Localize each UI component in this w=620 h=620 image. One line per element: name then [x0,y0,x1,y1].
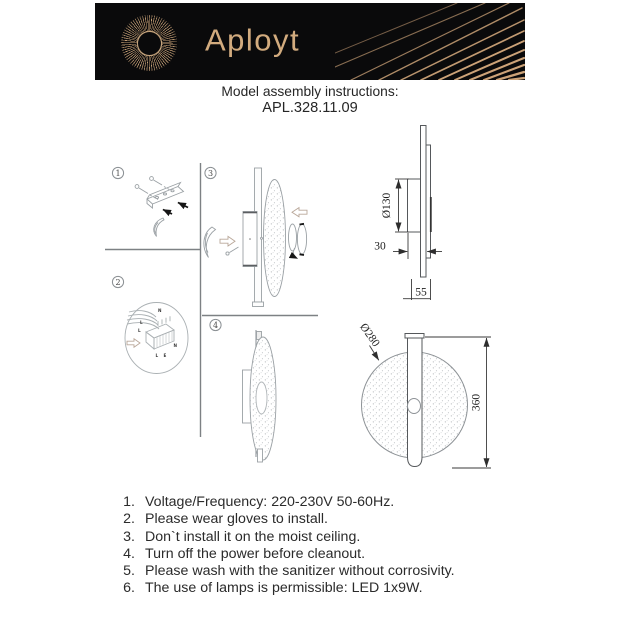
instruction-text: Turn off the power before cleanout. [145,545,366,562]
instructions-list [109,494,569,598]
svg-text:L: L [138,328,141,333]
step-3-badge [205,167,216,178]
dim-diameter-130: Ø130 [381,192,393,219]
instruction-item [109,563,569,580]
instruction-text: Don`t install it on the moist ceiling. [145,528,361,545]
page-title: Model assembly instructions: [221,84,399,99]
instruction-text: Voltage/Frequency: 220-230V 50-60Hz. [145,494,395,510]
panel-dividers [105,163,318,437]
instruction-text: Please wear gloves to install. [145,511,328,528]
svg-text:2: 2 [115,278,121,287]
step-4-drawing [243,330,277,462]
instruction-number: 1. [123,494,135,510]
instruction-item [109,511,569,528]
instruction-item [109,494,569,511]
instruction-number: 5. [123,563,135,580]
svg-text:4: 4 [212,321,219,330]
svg-text:L: L [155,353,159,358]
svg-text:1: 1 [115,169,121,178]
instruction-item [109,580,569,597]
instruction-number: 2. [123,511,135,528]
instruction-item [109,529,569,546]
wiring-labels [138,308,178,358]
instruction-item [109,546,569,563]
instruction-text: The use of lamps is permissible: LED 1x9W. [145,580,423,597]
dim-offset-30: 30 [374,240,386,253]
instruction-number: 4. [123,545,135,562]
step-1-drawing [135,177,188,237]
front-view-drawing [357,321,491,468]
step-3-drawing [204,168,307,307]
step-2-drawing [125,303,188,374]
step-2-badge [112,276,123,287]
instruction-number: 3. [123,528,135,545]
instruction-number: 6. [123,580,135,597]
step-4-badge [210,319,221,330]
svg-text:3: 3 [207,169,214,178]
instruction-text: Please wash with the sanitizer without corrosivity. [145,563,455,580]
svg-text:N: N [158,308,162,313]
dim-depth-55: 55 [415,286,427,299]
dim-height-360: 360 [470,393,483,412]
svg-text:E: E [163,353,167,358]
brand-name: Aployt [205,22,301,58]
svg-text:N: N [173,343,178,348]
side-view-drawing [374,126,442,301]
dim-diameter-280: Ø280 [357,321,382,350]
svg-text:L: L [140,320,143,325]
step-1-badge [112,167,123,178]
model-number: APL.328.11.09 [262,100,358,116]
